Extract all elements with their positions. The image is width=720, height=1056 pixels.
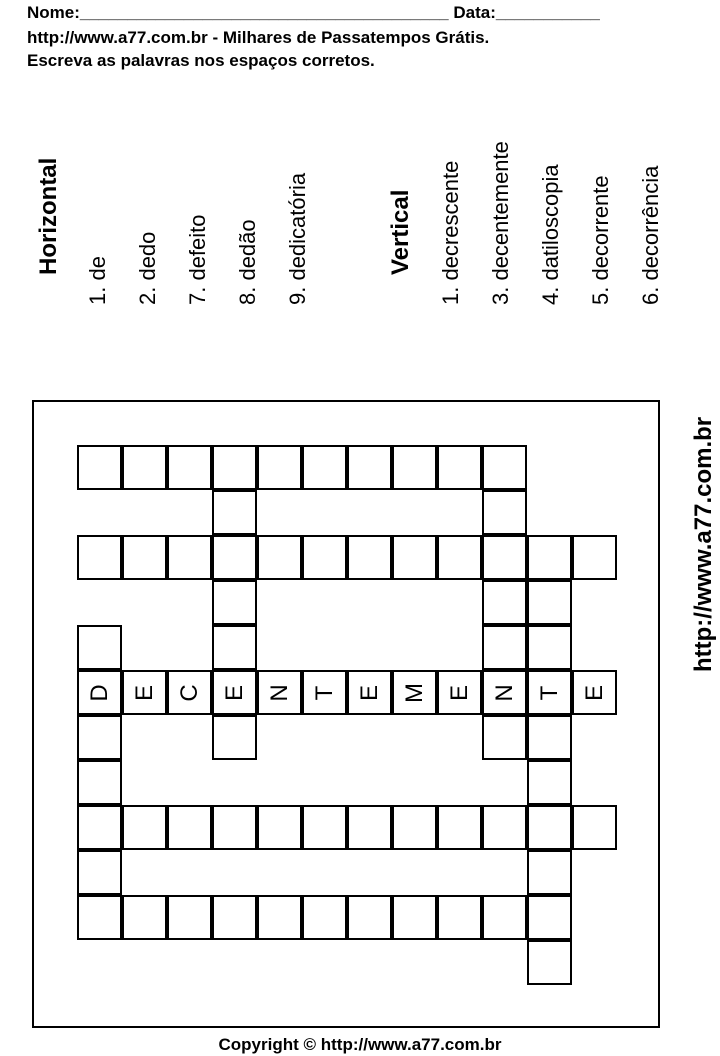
- vertical-clue: 4. datiloscopia: [538, 164, 563, 305]
- grid-cell[interactable]: [572, 805, 617, 850]
- cell-letter: N: [490, 683, 518, 702]
- cell-letter: N: [265, 683, 293, 702]
- grid-cell[interactable]: [212, 670, 257, 715]
- grid-cell[interactable]: [527, 940, 572, 985]
- horizontal-clue: 1. de: [85, 256, 110, 305]
- cell-letter: T: [310, 685, 338, 700]
- grid-cell[interactable]: [77, 895, 122, 940]
- grid-cell[interactable]: [527, 760, 572, 805]
- grid-cell[interactable]: [437, 805, 482, 850]
- grid-cell[interactable]: [482, 715, 527, 760]
- grid-cell[interactable]: [482, 670, 527, 715]
- grid-cell[interactable]: [437, 445, 482, 490]
- name-date-line: Nome:_______________________________________ Data:___________: [27, 3, 600, 22]
- grid-cell[interactable]: [482, 535, 527, 580]
- cell-letter: E: [580, 684, 608, 701]
- grid-cell[interactable]: [392, 805, 437, 850]
- grid-cell[interactable]: [302, 535, 347, 580]
- grid-cell[interactable]: [212, 805, 257, 850]
- horizontal-clue: 2. dedo: [135, 231, 160, 305]
- grid-cell[interactable]: [302, 805, 347, 850]
- grid-cell[interactable]: [212, 895, 257, 940]
- cell-letter: D: [85, 683, 113, 702]
- grid-cell[interactable]: [482, 805, 527, 850]
- grid-cell[interactable]: [527, 850, 572, 895]
- grid-cell[interactable]: [257, 670, 302, 715]
- grid-cell[interactable]: [482, 490, 527, 535]
- grid-cell[interactable]: [122, 895, 167, 940]
- grid-cell[interactable]: [482, 895, 527, 940]
- vertical-title: Vertical: [387, 189, 414, 275]
- grid-cell[interactable]: [77, 670, 122, 715]
- grid-cell[interactable]: [527, 580, 572, 625]
- grid-cell[interactable]: [212, 715, 257, 760]
- grid-cell[interactable]: [527, 715, 572, 760]
- grid-cell[interactable]: [122, 670, 167, 715]
- grid-cell[interactable]: [122, 805, 167, 850]
- grid-cell[interactable]: [167, 805, 212, 850]
- grid-cell[interactable]: [527, 670, 572, 715]
- grid-cell[interactable]: [302, 895, 347, 940]
- grid-cell[interactable]: [392, 535, 437, 580]
- cell-letter: C: [175, 683, 203, 702]
- grid-cell[interactable]: [77, 445, 122, 490]
- grid-cell[interactable]: [527, 895, 572, 940]
- cell-letter: E: [445, 684, 473, 701]
- grid-cell[interactable]: [392, 445, 437, 490]
- vertical-clue: 1. decrescente: [438, 160, 463, 305]
- grid-cell[interactable]: [257, 805, 302, 850]
- grid-cell[interactable]: [257, 445, 302, 490]
- grid-cell[interactable]: [527, 535, 572, 580]
- cell-letter: E: [130, 684, 158, 701]
- grid-cell[interactable]: [482, 625, 527, 670]
- horizontal-clue: 7. defeito: [185, 214, 210, 305]
- cell-letter: E: [355, 684, 383, 701]
- grid-cell[interactable]: [347, 805, 392, 850]
- grid-cell[interactable]: [77, 760, 122, 805]
- grid-cell[interactable]: [167, 445, 212, 490]
- grid-cell[interactable]: [167, 895, 212, 940]
- grid-cell[interactable]: [527, 805, 572, 850]
- cell-letter: E: [220, 684, 248, 701]
- horizontal-clue: 9. dedicatória: [285, 172, 310, 305]
- grid-cell[interactable]: [77, 715, 122, 760]
- grid-cell[interactable]: [482, 445, 527, 490]
- grid-cell[interactable]: [167, 670, 212, 715]
- grid-cell[interactable]: [212, 490, 257, 535]
- cell-letter: T: [535, 685, 563, 700]
- horizontal-title: Horizontal: [35, 157, 62, 275]
- vertical-clue: 5. decorrente: [588, 175, 613, 305]
- grid-cell[interactable]: [302, 445, 347, 490]
- horizontal-clue: 8. dedão: [235, 219, 260, 305]
- grid-cell[interactable]: [437, 895, 482, 940]
- grid-cell[interactable]: [77, 625, 122, 670]
- grid-cell[interactable]: [257, 895, 302, 940]
- grid-cell[interactable]: [347, 670, 392, 715]
- grid-cell[interactable]: [257, 535, 302, 580]
- grid-cell[interactable]: [77, 805, 122, 850]
- vertical-clue: 3. decentemente: [488, 141, 513, 305]
- grid-cell[interactable]: [437, 670, 482, 715]
- grid-cell[interactable]: [167, 535, 212, 580]
- grid-cell[interactable]: [212, 625, 257, 670]
- grid-cell[interactable]: [302, 670, 347, 715]
- grid-cell[interactable]: [347, 535, 392, 580]
- side-url: http://www.a77.com.br: [690, 416, 717, 672]
- grid-cell[interactable]: [392, 895, 437, 940]
- grid-cell[interactable]: [122, 445, 167, 490]
- grid-cell[interactable]: [572, 670, 617, 715]
- site-title-line: http://www.a77.com.br - Milhares de Passatempos Grátis.: [27, 28, 490, 47]
- grid-cell[interactable]: [212, 535, 257, 580]
- copyright: Copyright © http://www.a77.com.br: [218, 1035, 502, 1054]
- grid-cell[interactable]: [347, 445, 392, 490]
- grid-cell[interactable]: [392, 670, 437, 715]
- grid-cell[interactable]: [77, 535, 122, 580]
- grid-cell[interactable]: [212, 445, 257, 490]
- grid-cell[interactable]: [347, 895, 392, 940]
- grid-cell[interactable]: [572, 535, 617, 580]
- grid-cell[interactable]: [212, 580, 257, 625]
- grid-cell[interactable]: [527, 625, 572, 670]
- grid-cell[interactable]: [482, 580, 527, 625]
- vertical-clue: 6. decorrência: [638, 165, 663, 305]
- grid-cell[interactable]: [437, 535, 482, 580]
- cell-letter: M: [400, 682, 428, 703]
- instruction-line: Escreva as palavras nos espaços corretos.: [27, 51, 375, 70]
- grid-cell[interactable]: [122, 535, 167, 580]
- grid-cell[interactable]: [77, 850, 122, 895]
